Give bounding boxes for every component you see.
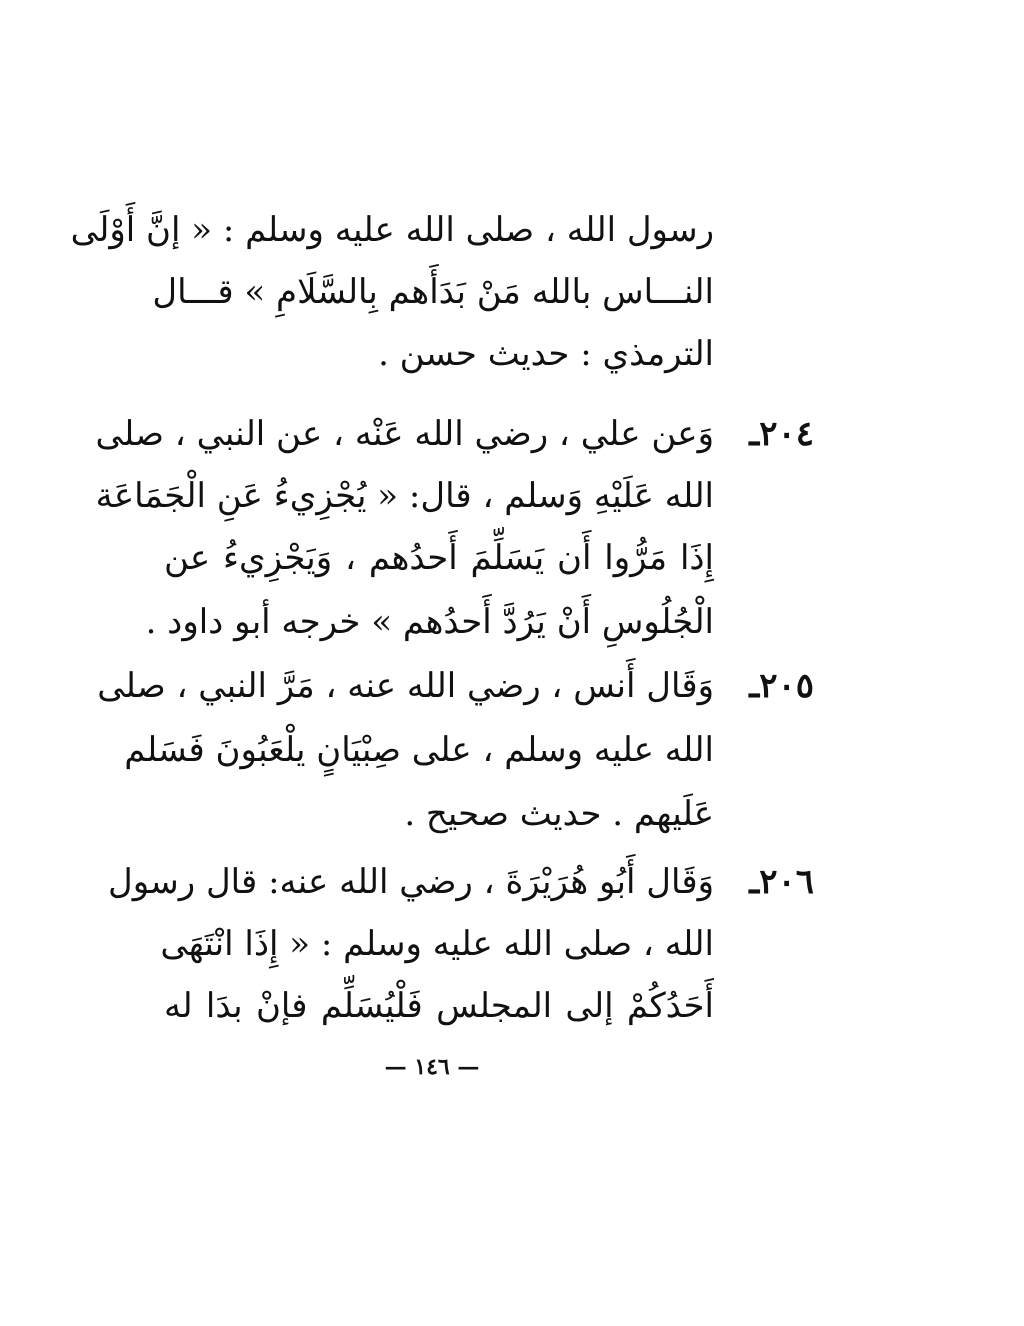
text-line: إِذَا مَرُّوا أَن يَسَلِّمَ أَحدُهم ، وَيَجْزِيءُ عن [164,538,714,578]
hadith-number-204: ٢٠٤ـ [749,414,814,454]
text-line: الله عَلَيْهِ وَسلم ، قال: « يُجْزِيءُ عَنِ الْجَمَاعَة [95,476,714,516]
text-line: الله ، صلى الله عليه وسلم : « إِذَا انْتَهَى [160,924,714,964]
text-line: أَحَدُكُمْ إلى المجلس فَلْيُسَلِّم فإنْ بدَا له [164,986,714,1026]
text-line: النـــاس بالله مَنْ بَدَأَهم بِالسَّلَامِ » قـــال [152,272,714,312]
page-number: — ١٤٦ — [384,1054,480,1080]
hadith-number-206: ٢٠٦ـ [749,862,814,902]
text-line: وَقَال أَبُو هُرَيْرَةَ ، رضي الله عنه: قال رسول [107,862,714,902]
text-line: عَلَيهم . حديث صحيح . [404,794,714,834]
text-line: الْجُلُوسِ أَنْ يَرُدَّ أَحدُهم » خرجه أبو داود . [145,602,714,642]
hadith-number-205: ٢٠٥ـ [749,666,814,706]
text-line: الترمذي : حديث حسن . [378,334,714,374]
text-line: وَقَال أَنس ، رضي الله عنه ، مَرَّ النبي ، صلى [97,666,714,706]
text-line: رسول الله ، صلى الله عليه وسلم : « إنَّ أَوْلَى [70,210,714,250]
text-line: وَعن علي ، رضي الله عَنْه ، عن النبي ، صلى [95,414,714,454]
text-line: الله عليه وسلم ، على صِبْيَانٍ يلْعَبُونَ فَسَلم [124,730,714,770]
